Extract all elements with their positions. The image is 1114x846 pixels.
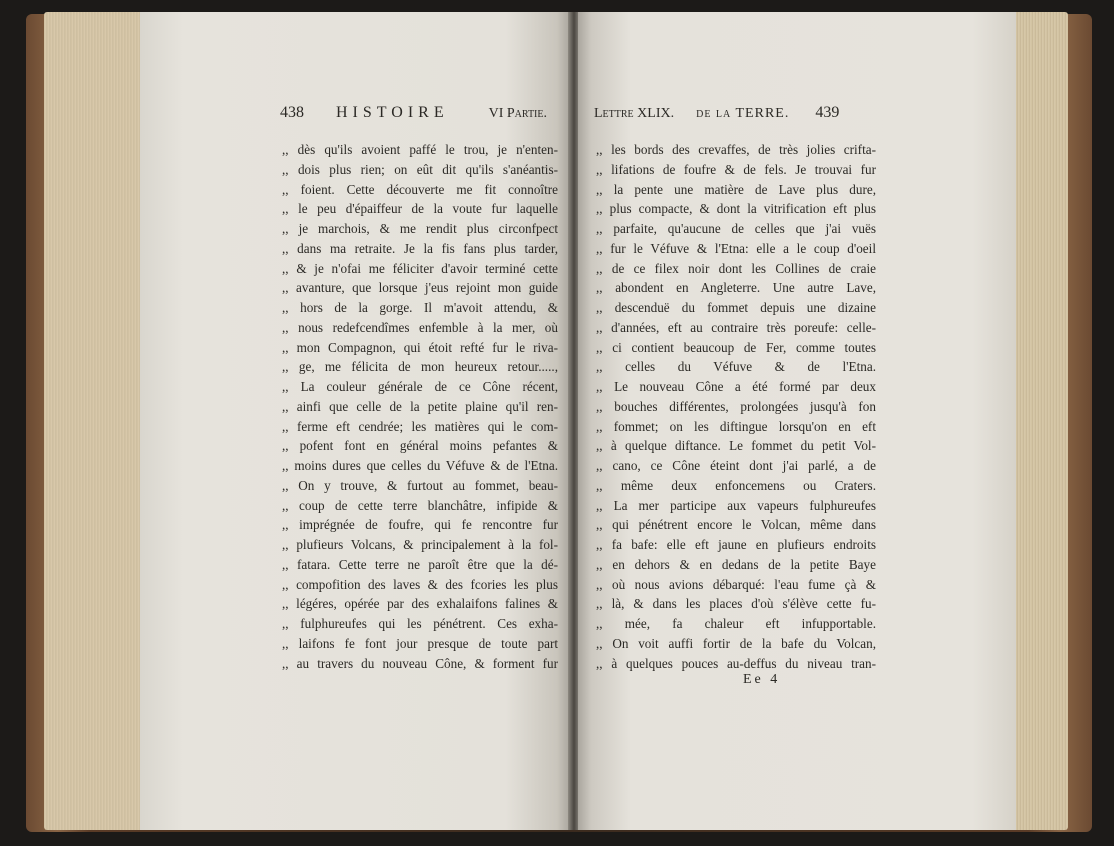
text-line: ,, ainfi que celle de la petite plaine qu'il ren-	[282, 398, 558, 414]
text-line: ,, les bords des crevaffes, de très jolies crifta-	[596, 142, 876, 157]
right-running-title: de la TERRE.	[696, 106, 790, 121]
text-line: ,, Le nouveau Cône a été formé par deux	[596, 379, 876, 394]
text-line: ,, mon Compagnon, qui étoit refté fur le riva-	[282, 339, 558, 355]
text-line: ,, laifons fe font jour presque de toute part	[282, 635, 558, 651]
text-line: ,, On voit auffi fortir de la bafe du Volcan,	[596, 635, 876, 651]
text-line: ,, La mer participe aux vapeurs fulphureufes	[596, 497, 876, 513]
text-line: ,, On y trouve, & furtout au fommet, beau-	[282, 477, 558, 493]
text-line: ,, fa bafe: elle eft jaune en plufieurs endroits	[596, 537, 876, 552]
text-line: ,, ci contient beaucoup de Fer, comme toutes	[596, 339, 876, 355]
text-line: ,, fulphureufes qui les pénétrent. Ces exha-	[282, 616, 558, 631]
text-line: ,, foient. Cette découverte me fit connoître	[282, 181, 558, 197]
text-line: ,, nous redefcendîmes enfemble à la mer, où	[282, 319, 558, 335]
text-line: ,, le peu d'épaiffeur de la voute fur laquelle	[282, 201, 558, 217]
text-line: ,, où nous avions débarqué: l'eau fume çà &	[596, 576, 876, 592]
text-line: ,, même deux enfoncemens ou Craters.	[596, 477, 876, 493]
left-page-header	[280, 104, 547, 128]
text-line: ,, plus compacte, & dont la vitrification eft plus	[596, 201, 876, 217]
text-line: ,, dois plus rien; on eût dit qu'ils s'anéantis-	[282, 161, 558, 177]
text-line: ,, ge, me félicita de mon heureux retour.....,	[282, 359, 558, 375]
left-running-title: HISTOIRE	[336, 104, 449, 121]
text-line: ,, coup de cette terre blanchâtre, infipide &	[282, 497, 558, 513]
text-line: ,, La couleur générale de ce Cône récent,	[282, 379, 558, 394]
text-line: ,, lifations de foufre & de fels. Je trouvai fur	[596, 161, 876, 177]
text-line: ,, descenduë du fommet depuis une dizaine	[596, 300, 876, 315]
text-line: ,, mée, fa chaleur eft infupportable.	[596, 616, 876, 631]
catchword: Ee 4	[743, 672, 781, 687]
text-line: ,, abondent en Angleterre. Une autre Lave,	[596, 280, 876, 296]
text-line: ,, la pente une matière de Lave plus dure,	[596, 181, 876, 197]
text-line: ,, & je n'ofai me féliciter d'avoir terminé cette	[282, 260, 558, 276]
left-page-text	[282, 140, 558, 673]
text-line: ,, à quelques pouces au-deffus du niveau tran-	[596, 655, 876, 671]
text-line: ,, hors de la gorge. Il m'avoit attendu, &	[282, 300, 558, 315]
page-edges-right	[1012, 12, 1068, 830]
text-line: ,, avanture, que lorsque j'eus rejoint mon guide	[282, 280, 558, 296]
text-line: ,, compofition des laves & des fcories les plus	[282, 576, 558, 592]
left-page-number: 438	[280, 104, 304, 121]
text-line: ,, pofent font en général moins pefantes &	[282, 438, 558, 454]
right-page-number: 439	[815, 104, 840, 121]
text-line: ,, imprégnée de foufre, qui fe rencontre fur	[282, 517, 558, 533]
text-line: ,, cano, ce Cône éteint dont j'ai parlé, a de	[596, 458, 876, 473]
text-line: ,, ferme eft cendrée; les matières qui le com-	[282, 418, 558, 434]
text-line: ,, fommet; on les diftingue lorsqu'on en eft	[596, 418, 876, 434]
left-part-label: VI Partie.	[488, 106, 547, 121]
text-line: ,, qui pénétrent encore le Volcan, même dans	[596, 517, 876, 533]
text-line: ,, de ce filex noir dont les Collines de craie	[596, 260, 876, 276]
text-line: ,, dans ma retraite. Je la fis fans plus tarder,	[282, 240, 558, 256]
text-line: ,, bouches différentes, prolongées jusqu'à fon	[596, 398, 876, 414]
text-line: ,, je marchois, & me rendit plus circonfpect	[282, 221, 558, 236]
text-line: ,, moins dures que celles du Véfuve & de l'Etna.	[282, 458, 558, 473]
text-line: ,, à quelque diftance. Le fommet du petit Vol-	[596, 438, 876, 454]
right-page-text	[596, 140, 876, 673]
text-line: ,, parfaite, qu'aucune de celles que j'ai vuës	[596, 221, 876, 236]
page-edges-left	[44, 12, 148, 830]
text-line: ,, fatara. Cette terre ne paroît être que la dé-	[282, 556, 558, 572]
text-line: ,, là, & dans les places d'où s'élève cette fu-	[596, 596, 876, 612]
text-line: ,, fur le Véfuve & l'Etna: elle a le coup d'oeil	[596, 240, 876, 256]
right-page-header	[594, 104, 839, 128]
right-page	[578, 12, 1016, 830]
left-page	[140, 12, 570, 830]
text-line: ,, légéres, opérée par des exhalaifons falines &	[282, 596, 558, 612]
text-line: ,, plufieurs Volcans, & principalement à la fol-	[282, 537, 558, 552]
text-line: ,, dès qu'ils avoient paffé le trou, je n'enten-	[282, 142, 558, 157]
text-line: ,, en dehors & en dedans de la petite Baye	[596, 556, 876, 572]
text-line: ,, celles du Véfuve & de l'Etna.	[596, 359, 876, 375]
right-letter-label: Lettre XLIX.	[594, 106, 675, 121]
text-line: ,, au travers du nouveau Cône, & forment fur	[282, 655, 558, 671]
text-line: ,, d'années, eft au contraire très poreufe: celle-	[596, 319, 876, 335]
